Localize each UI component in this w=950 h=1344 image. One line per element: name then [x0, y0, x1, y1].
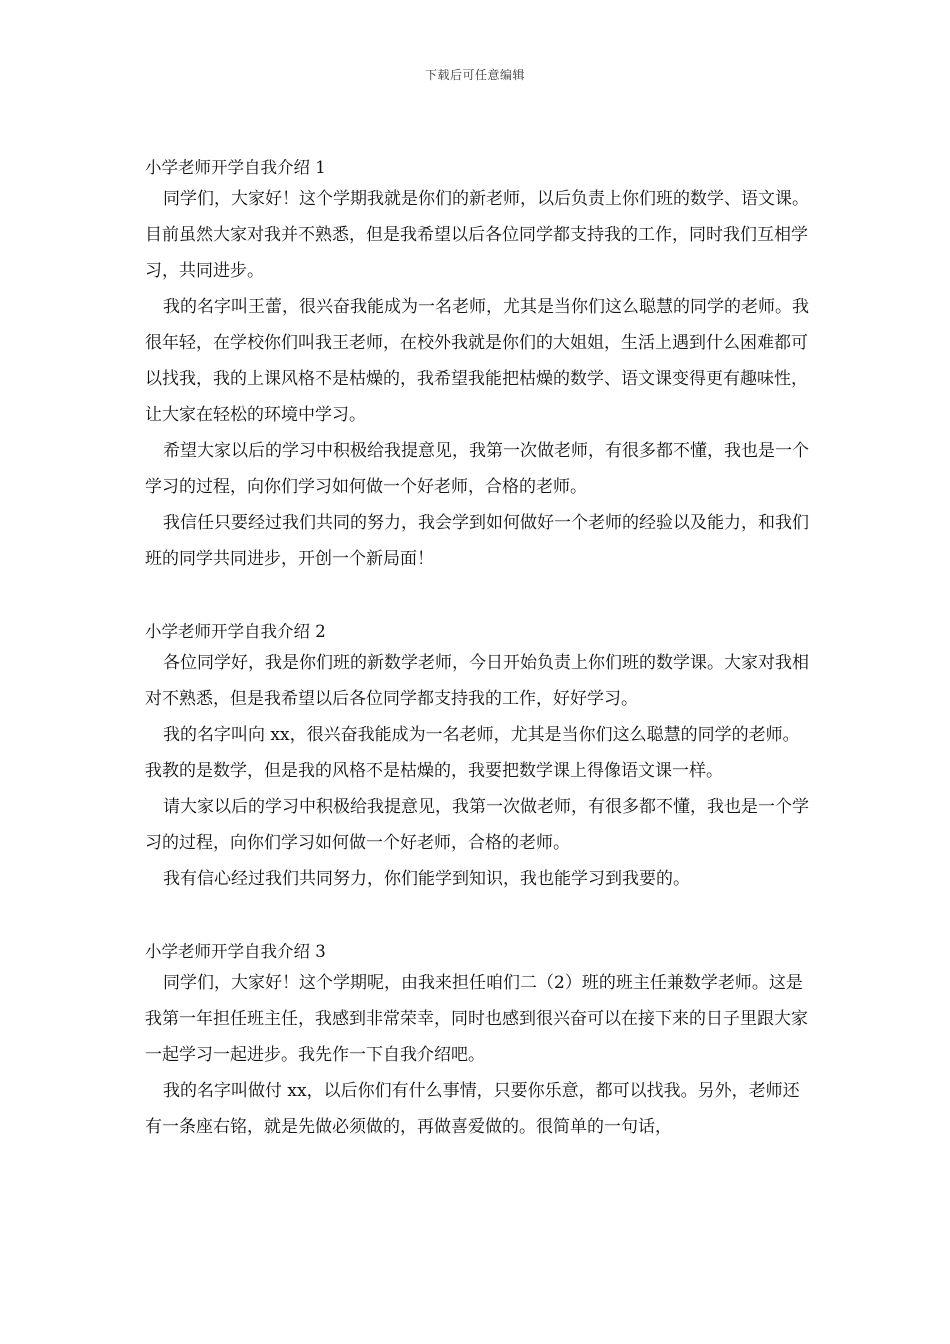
paragraph: 我信任只要经过我们共同的努力，我会学到如何做好一个老师的经验以及能力，和我们班的同学共同进步，开创一个新局面！	[145, 513, 809, 569]
paragraph: 同学们，大家好！这个学期我就是你们的新老师，以后负责上你们班的数学、语文课。目前虽然大家对我并不熟悉，但是我希望以后各位同学都支持我的工作，同时我们互相学习，共同进步。	[145, 189, 809, 281]
section-2	[145, 619, 815, 897]
document-body	[145, 155, 815, 1145]
page-header: 下载后可任意编辑	[424, 68, 525, 82]
section-title: 小学老师开学自我介绍 1	[145, 158, 326, 177]
section-1	[145, 155, 815, 577]
section-title: 小学老师开学自我介绍 2	[145, 622, 326, 641]
paragraph: 我的名字叫王蕾，很兴奋我能成为一名老师，尤其是当你们这么聪慧的同学的老师。我很年轻，在学校你们叫我王老师，在校外我就是你们的大姐姐，生活上遇到什么困难都可以找我，我的上课风格不是枯燥的，我希望我能把枯燥的数学、语文课变得更有趣味性，让大家在轻松的环境中学习。	[145, 297, 809, 425]
section-3	[145, 939, 815, 1145]
paragraph: 同学们，大家好！这个学期呢，由我来担任咱们二（2）班的班主任兼数学老师。这是我第一年担任班主任，我感到非常荣幸，同时也感到很兴奋可以在接下来的日子里跟大家一起学习一起进步。我先作一下自我介绍吧。	[145, 973, 808, 1065]
paragraph: 我的名字叫做付 xx，以后你们有什么事情，只要你乐意，都可以找我。另外，老师还有一条座右铭，就是先做必须做的，再做喜爱做的。很简单的一句话，	[145, 1081, 800, 1137]
section-title: 小学老师开学自我介绍 3	[145, 942, 326, 961]
paragraph: 希望大家以后的学习中积极给我提意见，我第一次做老师，有很多都不懂，我也是一个学习的过程，向你们学习如何做一个好老师，合格的老师。	[145, 441, 809, 497]
paragraph: 我有信心经过我们共同努力，你们能学到知识，我也能学习到我要的。	[163, 869, 690, 889]
paragraph: 请大家以后的学习中积极给我提意见，我第一次做老师，有很多都不懂，我也是一个学习的过程，向你们学习如何做一个好老师，合格的老师。	[145, 797, 809, 853]
paragraph: 我的名字叫向 xx，很兴奋我能成为一名老师，尤其是当你们这么聪慧的同学的老师。我教的是数学，但是我的风格不是枯燥的，我要把数学课上得像语文课一样。	[145, 725, 800, 781]
paragraph: 各位同学好，我是你们班的新数学老师，今日开始负责上你们班的数学课。大家对我相对不熟悉，但是我希望以后各位同学都支持我的工作，好好学习。	[145, 653, 809, 709]
